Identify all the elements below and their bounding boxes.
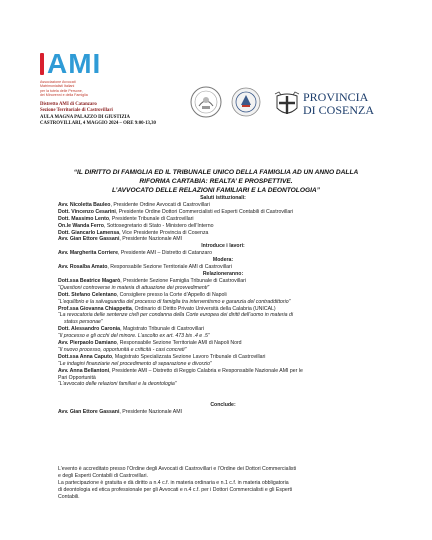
speaker [58, 236, 388, 243]
provincia-logo-text: PROVINCIA DI COSENZA [303, 90, 374, 117]
section: Sezione Territoriale di Castrovillari [40, 108, 113, 114]
speaker-role: , Presidente Nazionale AMI [119, 236, 182, 243]
speaker-role: , Ordinario di Diritto Privato Università della Calabria (UNICAL) [131, 305, 276, 312]
speaker-role: , Presidente AMI – Distretto di Catanzaro [117, 250, 212, 257]
event-title: “IL DIRITTO DI FAMIGLIA ED IL TRIBUNALE UNICO DELLA FAMIGLIA AD UN ANNO DALLA RIFORMA CARTABIA: REALTA’ E PROSPETTIVE. L’AVVOCATO DELLE RELAZIONI FAMILIARI E LA DEONTOLOGIA” [73, 169, 359, 194]
speaker-name: Avv. Pierpaolo Damiano [58, 340, 117, 347]
district: Distretto AMI di Catanzaro [40, 102, 97, 107]
speaker-role: , Presidente AMI – Distretto di Reggio Calabria e Responsabile Nazionale AMI per le [109, 367, 303, 374]
speaker-role: , Presidente Sezione Famiglia Tribunale di Castrovillari [120, 277, 246, 284]
header [0, 0, 432, 140]
section-heading: Modera: [212, 257, 234, 264]
accreditation-note: L’evento è accreditato presso l’Ordine degli Avvocati di Castrovillari e l’Ordine dei Dottori Commercialisti e degli Esperti Contabili di Castrovillari. La partecipazione è gratuita e dà diritto a n.4 c.f. in materia ordinaria e n.1 c.f. in materia obbligatoria di deontologia ed etica professionale per gli Avvocati e n.4 c.f. per i Dottori Commercialisti e gli Esperti Contabili. [58, 466, 297, 500]
text-line: Pari Opportunità [58, 374, 96, 381]
speaker [58, 306, 388, 313]
court-seal-icon [190, 86, 222, 118]
speaker-name: Dott. Alessandro Caronia [58, 326, 121, 333]
speaker-name: On.le Wanda Ferro [58, 222, 104, 229]
talk-title: “La revocatoria delle sentenze civili per condanna della Corte europea dei diritti dell’uomo in materia di [58, 312, 294, 319]
talk-title: “Il nuovo processo, opportunità e criticità - casi concreti” [58, 346, 187, 353]
ami-logo [40, 50, 110, 97]
event-info [40, 102, 156, 128]
speaker-name: Avv. Nicoletta Bauleo [58, 201, 111, 208]
speaker-name: Avv. Anna Bellantoni [58, 367, 110, 374]
speaker-role: , Presidente Ordine Dottori Commercialisti ed Esperti Contabili di Castrovillari [115, 208, 294, 215]
speaker-name: Dott. Massimo Lento [58, 215, 110, 222]
speaker [58, 264, 388, 271]
speaker [58, 326, 388, 333]
speaker [58, 216, 388, 223]
speaker-name: Avv. Gian Ettore Gassani [58, 409, 120, 416]
speaker [58, 278, 388, 285]
talk-title: “Questioni controverse in materia di attuazione dei provvedimenti” [58, 284, 210, 291]
speaker [58, 368, 388, 375]
section-heading: Relazioneranno: [202, 270, 244, 277]
speaker-role: , Responsabile Sezione Territoriale AMI di Castrovillari [107, 264, 232, 271]
program [58, 195, 388, 416]
speaker-role: , Consigliere presso la Corte d’Appello di Napoli [116, 291, 227, 298]
section-heading: Saluti istituzionali: [200, 195, 246, 201]
speaker-role: , Presidente Ordine Avvocati di Castrovillari [110, 201, 210, 208]
speaker-name: Avv. Gian Ettore Gassani [58, 236, 120, 243]
speaker-name: Dott.ssa Anna Caputo [58, 353, 112, 360]
talk-title: “Il processo e gli occhi del minore. L’ascolto ex art. 473 bis .4 e .5” [58, 333, 210, 340]
speaker-role: , Presidente Tribunale di Castrovillari [109, 215, 194, 222]
ami-logo-subtitle: Associazione Avvocati Matrimonialisti Italiani per la tutela delle Persone, dei Minorenni e della Famiglia [40, 80, 88, 97]
speaker-name: Dott. Stefano Celentano [58, 291, 117, 298]
talk-title: “Le indagini finanziarie nel procedimento di separazione e divorzio” [58, 360, 212, 367]
speaker-role: , Vice Presidente Provincia di Cosenza [119, 229, 209, 236]
speaker-name: Dott.ssa Beatrice Magarò [58, 277, 121, 284]
speaker [58, 292, 388, 299]
venue: AULA MAGNA PALAZZO DI GIUSTIZIA [40, 114, 130, 120]
speaker-role: , Presidente Nazionale AMI [119, 409, 182, 416]
speaker [58, 202, 388, 209]
spacer [58, 388, 388, 402]
speaker [58, 230, 388, 237]
speaker-name: Prof.ssa Giovanna Chiappetta [58, 305, 132, 312]
ami-logo-mark [40, 53, 44, 75]
speaker-role: , Sottosegretario di Stato - Ministero dell’Interno [103, 222, 214, 229]
talk-title: “L’equilibrio e la salvaguardia del processo di famiglia tra interventismo e garanzia del contraddittorio” [58, 298, 291, 305]
speaker-name: Avv. Margherita Corriere [58, 250, 118, 257]
speaker-name: Dott. Giancarlo Lamensa [58, 229, 120, 236]
speaker [58, 250, 388, 257]
speaker [58, 223, 388, 230]
event-date: CASTROVILLARI, 4 MAGGIO 2024 – ORE 9:00-13,30 [40, 121, 156, 127]
speaker-role: , Magistrato Tribunale di Castrovillari [120, 326, 204, 333]
section-heading: Conclude: [210, 402, 236, 409]
speaker [58, 409, 388, 416]
ami-logo-text: AMI [47, 48, 102, 79]
talk-title: “L’avvocato delle relazioni familiari e la deontologia” [58, 381, 177, 388]
talk-title: status personae” [64, 319, 103, 326]
speaker-role: , Magistrato Specializzata Sezione Lavoro Tribunale di Castrovillari [112, 353, 266, 360]
order-seal-icon [231, 86, 261, 118]
speaker [58, 354, 388, 361]
speaker [58, 340, 388, 347]
speaker-name: Dott. Vincenzo Cesarini [58, 208, 116, 215]
speaker [58, 209, 388, 216]
section-heading: Introduce i lavori: [201, 243, 245, 250]
speaker-name: Avv. Rosalba Amato [58, 264, 108, 271]
speaker-role: , Responsabile Sezione Territoriale AMI di Napoli Nord [116, 340, 242, 347]
